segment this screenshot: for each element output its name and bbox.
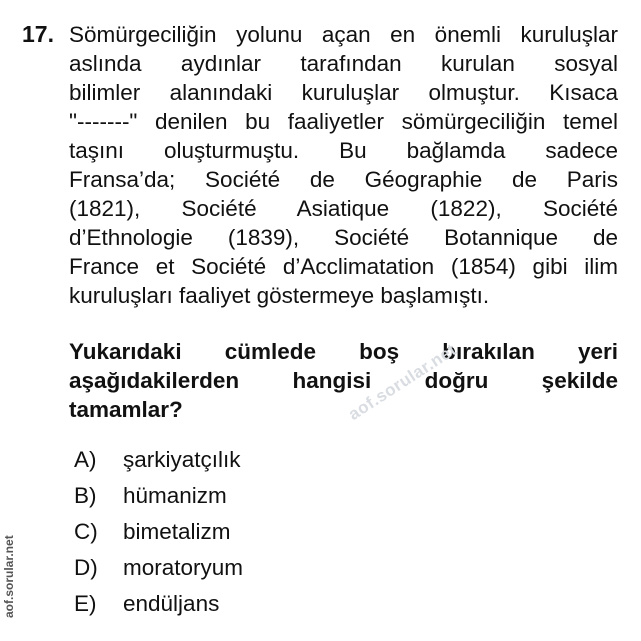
stem-line-2: aslında aydınlar tarafından kurulan sosyal — [69, 51, 618, 76]
option-letter: D) — [74, 555, 98, 580]
option-e[interactable] — [74, 589, 219, 619]
stem-line-4: "-------" denilen bu faaliyetler sömürgeciliğin temel — [69, 109, 618, 134]
option-text: moratoryum — [123, 555, 244, 580]
stem-line-3: bilimler alanındaki kuruluşlar olmuştur. Kısaca — [69, 80, 618, 105]
option-text: şarkiyatçılık — [123, 447, 241, 472]
option-text: hümanizm — [123, 483, 227, 508]
watermark-diagonal: aof.sorular.net — [345, 340, 460, 424]
prompt-line-2: aşağıdakilerden hangisi doğru şekilde — [69, 368, 618, 393]
stem-line-1: Sömürgeciliğin yolunu açan en önemli kuruluşlar — [69, 22, 618, 47]
watermark-side: aof.sorular.net — [2, 535, 16, 618]
stem-line-6: Fransa’da; Société de Géographie de Paris — [69, 167, 618, 192]
option-letter: A) — [74, 447, 97, 472]
option-c[interactable] — [74, 517, 231, 547]
stem-line-8: d’Ethnologie (1839), Société Botannique de — [69, 225, 618, 250]
option-text: bimetalizm — [123, 519, 231, 544]
question-number: 17. — [22, 21, 54, 47]
option-letter: C) — [74, 519, 98, 544]
option-b[interactable] — [74, 481, 227, 511]
stem-line-7: (1821), Société Asiatique (1822), Société — [69, 196, 618, 221]
stem-line-10: kuruluşları faaliyet göstermeye başlamıştı. — [69, 283, 490, 308]
option-letter: B) — [74, 483, 97, 508]
stem-line-5: taşını oluşturmuştu. Bu bağlamda sadece — [69, 138, 618, 163]
option-letter: E) — [74, 591, 97, 616]
prompt-line-3: tamamlar? — [69, 397, 183, 422]
prompt-line-1: Yukarıdaki cümlede boş bırakılan yeri — [69, 339, 618, 364]
option-d[interactable] — [74, 553, 243, 583]
stem-line-9: France et Société d’Acclimatation (1854) gibi ilim — [69, 254, 618, 279]
option-a[interactable] — [74, 445, 241, 475]
option-text: endüljans — [123, 591, 220, 616]
